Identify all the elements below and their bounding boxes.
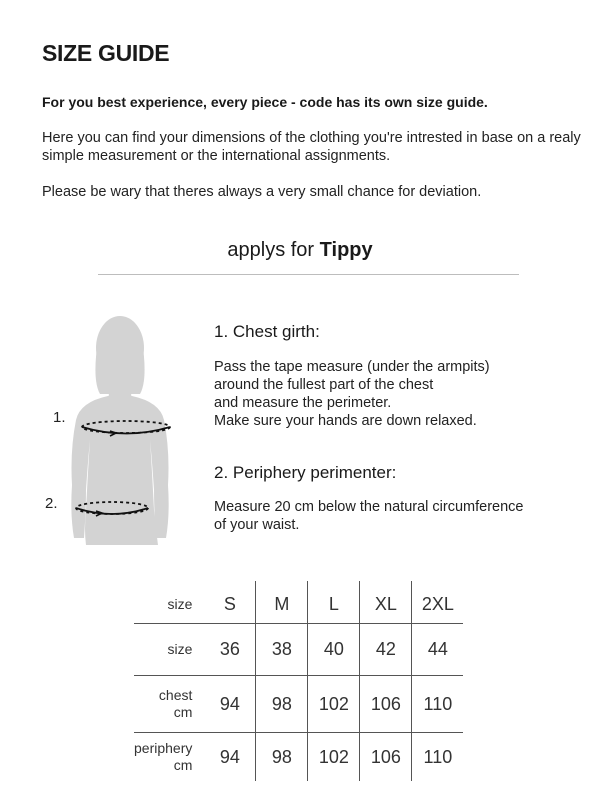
waist-marker-label: 2. (45, 495, 58, 512)
table-cell: 38 (256, 624, 308, 676)
table-header-row (134, 581, 463, 624)
deviation-note: Please be wary that theres always a very small chance for deviation. (42, 184, 482, 200)
table-cell: 94 (204, 733, 256, 782)
table-cell: 36 (204, 624, 256, 676)
row-label-line: chest (158, 687, 193, 703)
instruction-line: and measure the perimeter. (214, 395, 392, 411)
table-cell: 102 (308, 676, 360, 733)
row-label-line: periphery (134, 740, 193, 756)
table-cell: 98 (256, 676, 308, 733)
chest-marker-label: 1. (53, 409, 66, 426)
instruction-line: Pass the tape measure (under the armpits) (214, 359, 490, 375)
product-name: Tippy (319, 239, 373, 261)
applies-prefix: applys for (227, 239, 315, 261)
size-col-header: M (256, 581, 308, 624)
periphery-title: 2. Periphery perimenter: (214, 463, 397, 482)
row-label (134, 733, 204, 782)
row-label-line: cm (173, 757, 193, 773)
size-col-header: L (308, 581, 360, 624)
chest-girth-instructions (214, 358, 574, 430)
table-row (134, 624, 463, 676)
periphery-instructions (214, 498, 574, 534)
table-cell: 44 (412, 624, 464, 676)
instruction-line: Measure 20 cm below the natural circumference (214, 499, 524, 515)
body-silhouette-figure (40, 310, 210, 550)
table-cell: 94 (204, 676, 256, 733)
table-cell: 102 (308, 733, 360, 782)
size-col-header: XL (360, 581, 412, 624)
intro-paragraph: Here you can find your dimensions of the clothing you're intrested in base on a realy simple measurement or the international assignments. (42, 130, 581, 164)
table-cell: 40 (308, 624, 360, 676)
table-cell: 98 (256, 733, 308, 782)
row-label: size (134, 624, 204, 676)
table-row (134, 676, 463, 733)
chest-girth-title: 1. Chest girth: (214, 322, 320, 341)
size-col-header: 2XL (412, 581, 464, 624)
table-cell: 106 (360, 676, 412, 733)
applies-heading (0, 239, 600, 262)
table-row (134, 733, 463, 782)
table-cell: 42 (360, 624, 412, 676)
header-label: size (167, 595, 193, 612)
intro-bold-text: For you best experience, every piece - code has its own size guide. (42, 94, 488, 110)
table-cell: 110 (412, 733, 464, 782)
instruction-line: around the fullest part of the chest (214, 377, 434, 393)
instruction-line: Make sure your hands are down relaxed. (214, 413, 477, 429)
divider (98, 274, 519, 275)
table-cell: 106 (360, 733, 412, 782)
table-cell: 110 (412, 676, 464, 733)
row-label (134, 676, 204, 733)
size-table (134, 581, 463, 781)
page-title: SIZE GUIDE (42, 40, 170, 66)
size-col-header: S (223, 593, 236, 614)
instruction-line: of your waist. (214, 517, 300, 533)
row-label-line: cm (173, 704, 193, 720)
